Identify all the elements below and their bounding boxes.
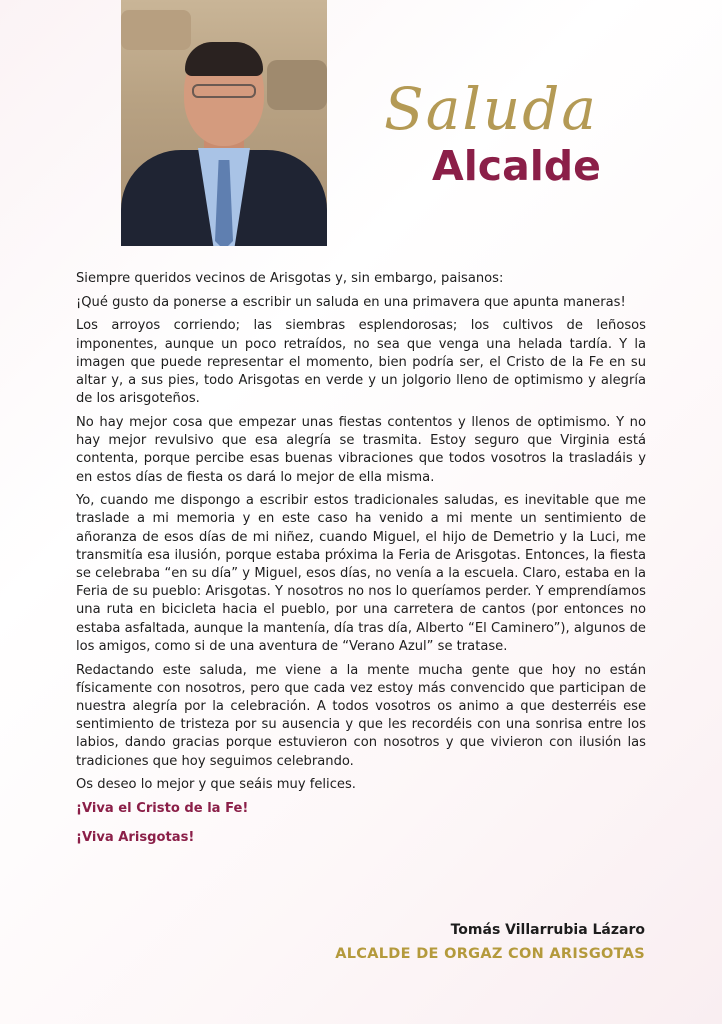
portrait-hair (185, 42, 263, 76)
cheer-arisgotas: ¡Viva Arisgotas! (76, 830, 195, 846)
signer-role: ALCALDE DE ORGAZ CON ARISGOTAS (335, 946, 645, 962)
cheer-cristo: ¡Viva el Cristo de la Fe! (76, 800, 249, 816)
letter-paragraph: Los arroyos corriendo; las siembras esplendorosas; los cultivos de leñosos imponentes, aunque un poco retraídos, no sea que venga una helada tardía. Y la imagen que puede representar el momento, bien podría ser, el Cristo de la Fe en su altar y, a sus pies, todo Arisgotas en verde y un jolgorio lleno de optimismo y alegría de los arisgoteños. (76, 318, 646, 407)
letter-paragraph: No hay mejor cosa que empezar unas fiestas contentos y llenos de optimismo. Y no hay mejor revulsivo que esa alegría se trasmita. Estoy seguro que Virginia está contenta, porque percibe esas buenas vibraciones que todos vosotros la trasladáis y en estos días de fiesta os dará lo mejor de ella misma. (76, 414, 646, 485)
letter-closing: Os deseo lo mejor y que seáis muy felices. (76, 777, 356, 793)
page-title: Alcalde (432, 142, 601, 190)
letter-greeting: Siempre queridos vecinos de Arisgotas y, sin embargo, paisanos: (76, 271, 504, 286)
letter-body (76, 270, 646, 858)
signer-name: Tomás Villarrubia Lázaro (450, 922, 645, 938)
portrait-glasses (192, 84, 256, 98)
letter-paragraph: Yo, cuando me dispongo a escribir estos tradicionales saludas, es inevitable que me traslade a mi memoria y en este caso ha venido a mi mente un sentimiento de añoranza de esos días de mi niñez, cuando Miguel, el hijo de Demetrio y la Luci, me transmitía esa ilusión, porque estaba próxima la Feria de Arisgotas. Entonces, la fiesta se celebraba “en su día” y Miguel, esos días, no venía a la escuela. Claro, estaba en la Feria de su pueblo: Arisgotas. Y nosotros no nos lo queríamos perder. Y emprendíamos una ruta en bicicleta hacia el pueblo, por una carretera de cantos (por entonces no estaba asfaltada, aunque la mantenía, día tras día, Alberto “El Caminero”), algunos de los amigos, como si de una aventura de “Verano Azul” se tratase. (76, 493, 646, 654)
letter-paragraph: Redactando este saluda, me viene a la mente mucha gente que hoy no están físicamente con nosotros, pero que cada vez estoy más convencido que participan de nuestra alegría por la celebración. A todos vosotros os animo a que desterréis ese sentimiento de tristeza por su ausencia y que les recordéis con una sonrisa entre los labios, dando gracias porque estuvieron con nosotros y que vivieron con ilusión las tradiciones que hoy seguimos celebrando. (76, 662, 646, 769)
script-title: Saluda (384, 75, 598, 143)
letter-paragraph: ¡Qué gusto da ponerse a escribir un saluda en una primavera que apunta maneras! (76, 294, 626, 310)
mayor-portrait-photo (121, 0, 327, 246)
stone-wall-detail (121, 10, 191, 50)
stone-wall-detail (267, 60, 327, 110)
